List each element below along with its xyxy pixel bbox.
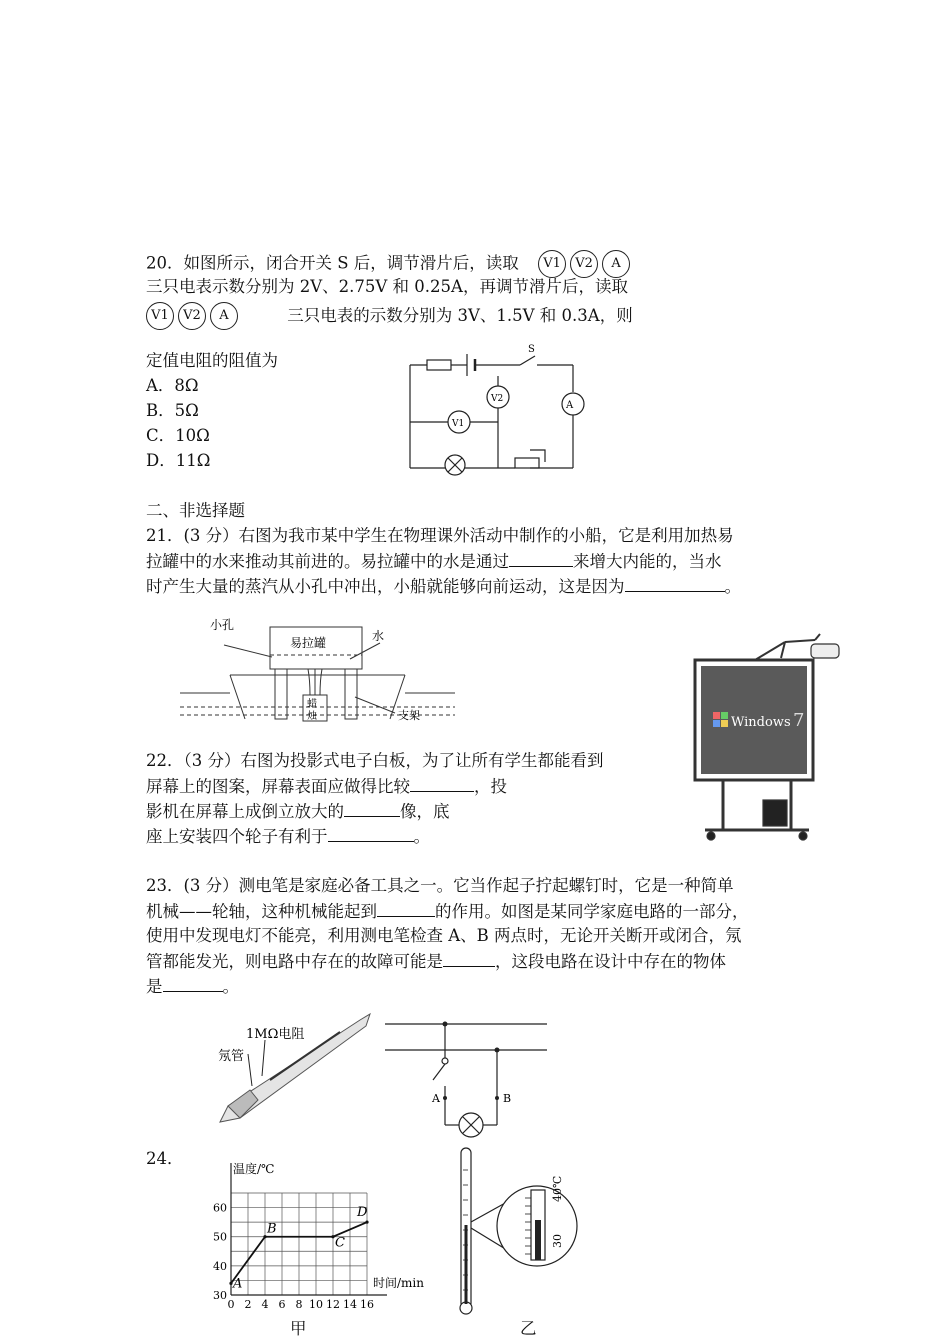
- q20-option-b: B．5Ω: [146, 401, 199, 420]
- data-point: [365, 1221, 368, 1224]
- caption-left: 甲: [290, 1319, 307, 1338]
- q22-whiteboard-figure: [685, 630, 845, 845]
- meter-v1: V1: [538, 250, 566, 278]
- q22-line4: 座上安装四个轮子有利于 。: [146, 827, 430, 846]
- q20-circuit-diagram: [405, 340, 585, 475]
- q23-line3: 使用中发现电灯不能亮，利用测电笔检查 A、B 两点时，无论开关断开或闭合，氖: [146, 926, 742, 945]
- label-stand: 支架: [398, 709, 420, 722]
- label-water: 水: [372, 629, 385, 643]
- q23-test-pen-figure: [210, 1010, 380, 1130]
- label-candle1: 蜡: [307, 699, 317, 710]
- thermo-label-40: 40℃: [551, 1175, 564, 1202]
- q22-line3: 影机在屏幕上成倒立放大的 像，底: [146, 802, 450, 821]
- screen-text: Windows: [731, 715, 791, 730]
- q23-household-circuit: [385, 1020, 550, 1135]
- v2-label: V2: [491, 394, 504, 404]
- caption-right: 乙: [520, 1319, 537, 1338]
- meter-a: A: [602, 250, 630, 278]
- temperature-time-chart: [205, 1140, 445, 1340]
- point-label: C: [335, 1235, 345, 1251]
- q20-option-c: C．10Ω: [146, 426, 210, 445]
- q23-line2: 机械——轮轴，这种机械能起到 的作用。如图是某同学家庭电路的一部分，: [146, 902, 749, 921]
- q20-line2: 三只电表示数分别为 2V、2.75V 和 0.25A，再调节滑片后，读取: [146, 277, 628, 296]
- answer-blank[interactable]: [625, 575, 725, 592]
- x-tick-label: 0: [227, 1298, 235, 1311]
- switch-label: S: [528, 344, 535, 355]
- answer-blank[interactable]: [443, 950, 495, 967]
- x-tick-label: 6: [278, 1298, 286, 1311]
- x-tick-label: 2: [244, 1298, 252, 1311]
- label-resistor: 1MΩ电阻: [246, 1027, 305, 1042]
- q24-label: 24．: [146, 1149, 184, 1168]
- point-label: B: [267, 1221, 277, 1237]
- section-heading: 二、非选择题: [146, 501, 245, 520]
- ammeter-label: A: [566, 400, 574, 411]
- q22-line2: 屏幕上的图案，屏幕表面应做得比较 ，投: [146, 777, 507, 796]
- q21-line3: 时产生大量的蒸汽从小孔中冲出，小船就能够向前运动，这是因为 。: [146, 577, 741, 596]
- point-label: A: [233, 1276, 243, 1292]
- x-tick-label: 10: [309, 1298, 323, 1311]
- y-tick-label: 60: [213, 1201, 227, 1215]
- y-axis-label: 温度/℃: [233, 1162, 275, 1176]
- point-a-label: A: [432, 1092, 440, 1105]
- y-tick-label: 30: [213, 1289, 227, 1302]
- answer-blank[interactable]: [344, 800, 400, 817]
- q20-line3: V1 V2 A 三只电表的示数分别为 3V、1.5V 和 0.3A，则: [146, 302, 633, 330]
- x-tick-label: 8: [295, 1298, 303, 1311]
- y-tick-label: 50: [213, 1230, 227, 1244]
- thermo-label-30: 30: [551, 1234, 564, 1248]
- meter-v2: V2: [570, 250, 598, 278]
- meter-v1-2: V1: [146, 302, 174, 330]
- label-neon: 氖管: [218, 1049, 245, 1064]
- q21-line2: 拉罐中的水来推动其前进的。易拉罐中的水是通过 来增大内能的，当水: [146, 552, 722, 571]
- q20-option-d: D．11Ω: [146, 451, 211, 470]
- meter-a-2: A: [210, 302, 238, 330]
- label-candle2: 烛: [307, 711, 317, 722]
- q21-boat-figure: [180, 615, 480, 725]
- q20-option-a: A．8Ω: [146, 376, 199, 395]
- x-tick-label: 16: [360, 1298, 374, 1311]
- answer-blank[interactable]: [410, 775, 474, 792]
- q20-line4: 定值电阻的阻值为: [146, 351, 278, 370]
- v1-label: V1: [452, 419, 465, 429]
- x-tick-label: 4: [261, 1298, 269, 1311]
- point-label: D: [357, 1205, 368, 1221]
- x-tick-label: 12: [326, 1298, 340, 1311]
- meter-v2-2: V2: [178, 302, 206, 330]
- answer-blank[interactable]: [163, 975, 223, 992]
- q23-line4: 管都能发光，则电路中存在的故障可能是 ，这段电路在设计中存在的物体: [146, 952, 726, 971]
- answer-blank[interactable]: [377, 900, 435, 917]
- x-axis-label: 时间/min: [373, 1276, 424, 1290]
- x-tick-label: 14: [343, 1298, 357, 1311]
- label-hole: 小孔: [210, 618, 235, 632]
- q23-line5: 是 。: [146, 977, 239, 996]
- label-can: 易拉罐: [290, 636, 327, 650]
- y-tick-label: 40: [213, 1259, 227, 1273]
- q22-line1: 22．（3 分）右图为投影式电子白板，为了让所有学生都能看到: [146, 751, 604, 770]
- thermometer-figure: [445, 1140, 585, 1320]
- answer-blank[interactable]: [509, 550, 573, 567]
- point-b-label: B: [503, 1092, 512, 1105]
- q23-line1: 23．(3 分）测电笔是家庭必备工具之一。它当作起子拧起螺钉时，它是一种简单: [146, 876, 734, 895]
- answer-blank[interactable]: [328, 825, 414, 842]
- q21-line1: 21．(3 分）右图为我市某中学生在物理课外活动中制作的小船，它是利用加热易: [146, 526, 734, 545]
- screen-number: 7: [793, 710, 805, 731]
- q20-line1: 20．如图所示，闭合开关 S 后，调节滑片后，读取 V1 V2 A: [146, 250, 634, 278]
